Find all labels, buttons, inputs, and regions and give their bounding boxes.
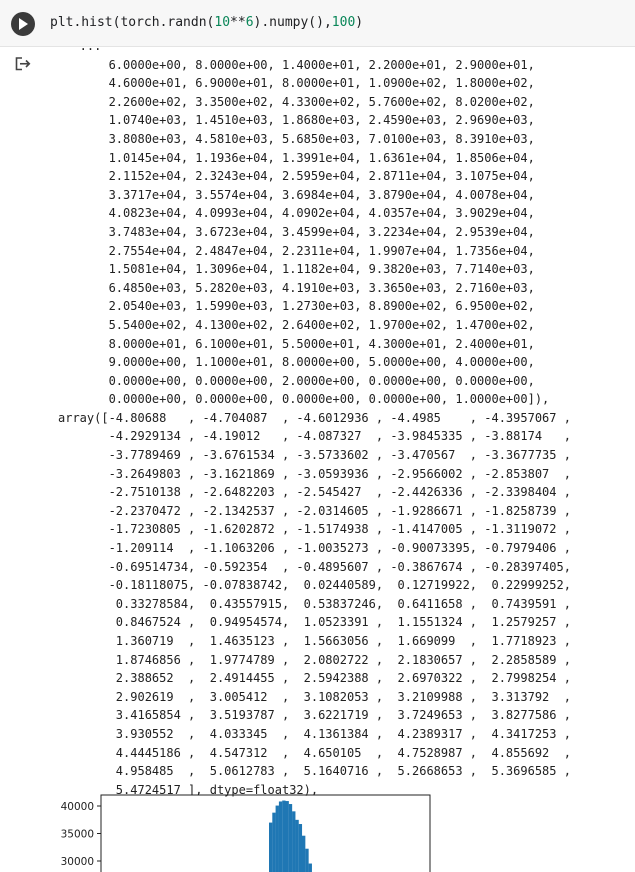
output-line: 2.2600e+02, 3.3500e+02, 4.3300e+02, 5.7600e+02, 8.0200e+02,: [108, 94, 535, 109]
output-line: 0.0000e+00, 0.0000e+00, 0.0000e+00, 0.0000e+00, 1.0000e+00]),: [108, 392, 550, 407]
code-text: ): [355, 15, 364, 30]
output-line: 3.7483e+04, 3.6723e+04, 3.4599e+04, 3.2234e+04, 2.9539e+04,: [108, 224, 535, 239]
output-line: array([-4.80688 , -4.704087 , -4.6012936 , -4.4985 , -4.3957067 ,: [58, 410, 571, 425]
histogram-bar: [272, 813, 275, 872]
run-cell-button[interactable]: [11, 12, 35, 36]
cell-output: [58, 37, 635, 797]
output-line: 1.360719 , 1.4635123 , 1.5663056 , 1.669099 , 1.7718923 ,: [115, 634, 571, 648]
output-line: 3.8080e+03, 4.5810e+03, 5.6850e+03, 7.0100e+03, 8.3910e+03,: [108, 131, 535, 146]
histogram-bar: [309, 864, 312, 872]
plot-frame: [101, 795, 430, 872]
output-line: 1.5081e+04, 1.3096e+04, 1.1182e+04, 9.3820e+03, 7.7140e+03,: [108, 262, 535, 277]
histogram-bar: [295, 820, 298, 872]
code-editor[interactable]: [50, 15, 363, 30]
y-tick-label: 30000: [60, 856, 94, 868]
histogram-bar: [292, 811, 295, 872]
output-line: -0.18118075, -0.07838742, 0.02440589, 0.12719922, 0.22999252,: [108, 578, 571, 593]
output-line: 9.0000e+00, 1.1000e+01, 8.0000e+00, 5.0000e+00, 4.0000e+00,: [108, 355, 535, 370]
output-line: 2.1152e+04, 2.3243e+04, 2.5959e+04, 2.8711e+04, 3.1075e+04,: [108, 169, 535, 184]
output-line: 2.7554e+04, 2.4847e+04, 2.2311e+04, 1.9907e+04, 1.7356e+04,: [108, 243, 535, 258]
histogram-svg: [40, 786, 440, 872]
histogram-bar: [299, 824, 302, 872]
code-number: 6: [245, 15, 254, 30]
output-line: 4.0823e+04, 4.0993e+04, 4.0902e+04, 4.0357e+04, 3.9029e+04,: [108, 206, 535, 221]
output-line: -2.7510138 , -2.6482203 , -2.545427 , -2.4426336 , -2.3398404 ,: [108, 485, 571, 500]
histogram-bar: [269, 823, 272, 872]
output-line: 5.4724517 ], dtype=float32),: [115, 782, 319, 797]
y-tick-label: 40000: [60, 801, 94, 813]
code-number: 100: [331, 15, 356, 30]
histogram-bar: [302, 836, 305, 872]
output-line: 2.902619 , 3.005412 , 3.1082053 , 3.2109988 , 3.313792 ,: [115, 689, 571, 704]
output-line: 4.958485 , 5.0612783 , 5.1640716 , 5.2668653 , 5.3696585 ,: [115, 764, 571, 779]
output-line: 1.8746856 , 1.9774789 , 2.0802722 , 2.1830657 , 2.2858589 ,: [115, 652, 571, 667]
output-line: -4.2929134 , -4.19012 , -4.087327 , -3.9845335 , -3.88174 ,: [108, 429, 571, 444]
output-line: 0.33278584, 0.43557915, 0.53837246, 0.6411658 , 0.7439591 ,: [115, 596, 571, 611]
output-line: 6.0000e+00, 8.0000e+00, 1.4000e+01, 2.2000e+01, 2.9000e+01,: [108, 57, 535, 72]
output-line: 3.3717e+04, 3.5574e+04, 3.6984e+04, 3.8790e+04, 4.0078e+04,: [108, 187, 535, 202]
play-icon: [18, 18, 28, 30]
output-redirect-icon[interactable]: [15, 56, 31, 75]
output-line: 1.0145e+04, 1.1936e+04, 1.3991e+04, 1.6361e+04, 1.8506e+04,: [108, 150, 535, 165]
output-line: 0.8467524 , 0.94954574, 1.0523391 , 1.1551324 , 1.2579257 ,: [115, 615, 571, 630]
output-line: -3.2649803 , -3.1621869 , -3.0593936 , -2.9566002 , -2.853807 ,: [108, 466, 571, 481]
output-text: [58, 37, 635, 797]
output-line: ...: [79, 39, 102, 53]
histogram-bar: [286, 801, 289, 872]
output-line: 0.0000e+00, 0.0000e+00, 2.0000e+00, 0.0000e+00, 0.0000e+00,: [108, 373, 535, 388]
output-line: 4.6000e+01, 6.9000e+01, 8.0000e+01, 1.0900e+02, 1.8000e+02,: [108, 76, 535, 91]
histogram-bar: [279, 801, 282, 872]
output-line: 3.4165854 , 3.5193787 , 3.6221719 , 3.7249653 , 3.8277586 ,: [115, 708, 571, 723]
histogram-bar: [282, 801, 285, 872]
code-number: 10: [214, 15, 231, 30]
output-line: -1.209114 , -1.1063206 , -1.0035273 , -0.90073395, -0.7979406 ,: [108, 541, 571, 556]
output-line: 2.388652 , 2.4914455 , 2.5942388 , 2.6970322 , 2.7998254 ,: [115, 671, 571, 686]
histogram-bar: [276, 806, 279, 872]
output-line: 5.5400e+02, 4.1300e+02, 2.6400e+02, 1.9700e+02, 1.4700e+02,: [108, 317, 535, 332]
code-text: **: [230, 15, 246, 30]
code-text: plt.hist(torch.randn(: [50, 15, 215, 30]
output-line: -1.7230805 , -1.6202872 , -1.5174938 , -1.4147005 , -1.3119072 ,: [108, 522, 571, 537]
output-line: 1.0740e+03, 1.4510e+03, 1.8680e+03, 2.4590e+03, 2.9690e+03,: [108, 113, 535, 128]
output-line: 3.930552 , 4.033345 , 4.1361384 , 4.2389317 , 4.3417253 ,: [115, 726, 571, 741]
histogram-plot: [40, 786, 440, 872]
histogram-bar: [305, 849, 308, 872]
output-line: -3.7789469 , -3.6761534 , -3.5733602 , -3.470567 , -3.3677735 ,: [108, 448, 571, 463]
output-line: 8.0000e+01, 6.1000e+01, 5.5000e+01, 4.3000e+01, 2.4000e+01,: [108, 336, 535, 351]
output-line: -0.69514734, -0.592354 , -0.4895607 , -0.3867674 , -0.28397405,: [108, 559, 571, 574]
output-line: 2.0540e+03, 1.5990e+03, 1.2730e+03, 8.8900e+02, 6.9500e+02,: [108, 299, 535, 314]
output-line: 6.4850e+03, 5.2820e+03, 4.1910e+03, 3.3650e+03, 2.7160e+03,: [108, 280, 535, 295]
y-tick-label: 35000: [60, 828, 94, 841]
code-text: ).numpy(),: [253, 15, 332, 30]
output-line: -2.2370472 , -2.1342537 , -2.0314605 , -1.9286671 , -1.8258739 ,: [108, 503, 571, 518]
output-line: 4.4445186 , 4.547312 , 4.650105 , 4.7528987 , 4.855692 ,: [115, 745, 571, 760]
histogram-bar: [289, 804, 292, 872]
